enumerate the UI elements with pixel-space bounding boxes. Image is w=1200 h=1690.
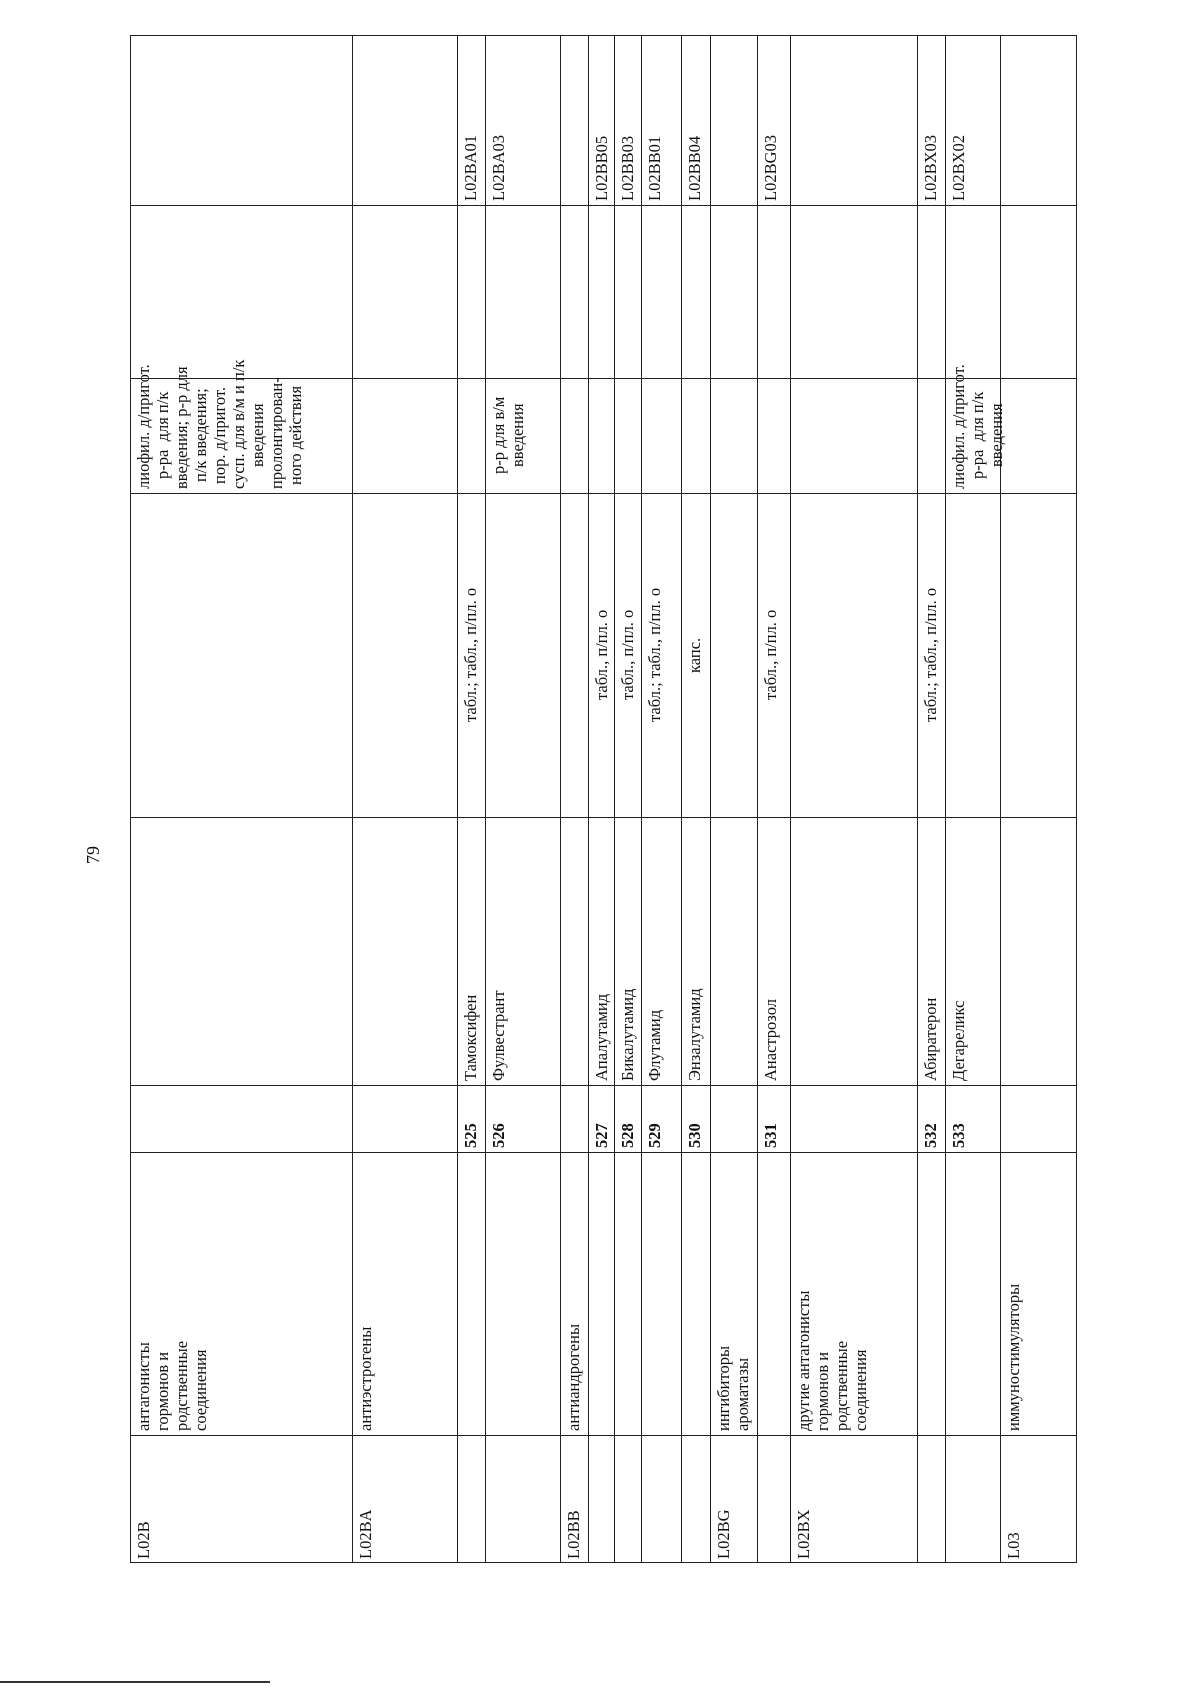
cell-num: 530 — [685, 1123, 704, 1148]
row-divider — [710, 35, 711, 1563]
row-divider — [614, 35, 615, 1563]
cell-code: L02BB — [564, 1510, 583, 1559]
cell-drug: Фулвестрант — [489, 990, 508, 1081]
row-divider — [641, 35, 642, 1563]
row-divider — [485, 35, 486, 1563]
cell-form1: табл., п/пл. о — [592, 609, 611, 701]
cell-form1: табл., п/пл. о — [761, 609, 780, 701]
cell-form1: табл.; табл., п/пл. о — [921, 587, 940, 723]
column-divider — [130, 1435, 1077, 1436]
column-divider — [130, 1152, 1077, 1153]
cell-num: 532 — [921, 1123, 940, 1148]
cell-atc: L02BB01 — [645, 135, 664, 201]
cell-form1: табл.; табл., п/пл. о — [461, 587, 480, 723]
cell-drug: Тамоксифен — [461, 994, 480, 1081]
row-divider — [457, 35, 458, 1563]
cell-code: L02BG — [714, 1509, 733, 1559]
cell-code: L02BX — [794, 1509, 813, 1559]
cell-form2: лиофил. д/пригот. р-ра для п/к введения — [949, 364, 1006, 489]
cell-atc: L02BB04 — [685, 135, 704, 201]
cell-name: ингибиторы ароматазы — [714, 1345, 752, 1431]
cell-drug: Апалутамид — [592, 993, 611, 1081]
cell-atc: L02BB05 — [592, 135, 611, 201]
cell-name: антиэстрогены — [356, 1326, 375, 1431]
cell-num: 533 — [949, 1123, 968, 1148]
cell-form2: лиофил. д/пригот. р-ра для п/к введения; р-р для п/к введения; пор. д/пригот. сусп. для в/м и п/к введения пролонгирован- ного действия — [134, 359, 305, 489]
cell-code: L02BA — [356, 1509, 375, 1559]
cell-num: 528 — [618, 1123, 637, 1148]
row-divider — [917, 35, 918, 1563]
cell-atc: L02BA03 — [489, 135, 508, 201]
footer-rule — [0, 1681, 270, 1683]
row-divider — [588, 35, 589, 1563]
cell-num: 529 — [645, 1123, 664, 1148]
cell-atc: L02BX02 — [949, 135, 968, 201]
row-divider — [945, 35, 946, 1563]
row-divider — [681, 35, 682, 1563]
cell-num: 525 — [461, 1123, 480, 1148]
column-divider — [130, 493, 1077, 494]
cell-num: 531 — [761, 1123, 780, 1148]
cell-name: другие антагонисты гормонов и родственные соединения — [794, 1290, 870, 1431]
row-divider — [790, 35, 791, 1563]
cell-name: антагонисты гормонов и родственные соединения — [134, 1340, 210, 1431]
cell-form1: табл., п/пл. о — [618, 609, 637, 701]
cell-code: L02B — [134, 1521, 153, 1559]
cell-atc: L02BX03 — [921, 135, 940, 201]
cell-form2: р-р для в/м введения — [489, 396, 527, 475]
cell-drug: Бикалутамид — [618, 988, 637, 1081]
cell-name: иммуностимуляторы — [1004, 1283, 1023, 1431]
cell-form1: табл.; табл., п/пл. о — [645, 587, 664, 723]
cell-num: 526 — [489, 1123, 508, 1148]
row-divider — [1000, 35, 1001, 1563]
cell-drug: Энзалутамид — [685, 988, 704, 1081]
cell-form1: капс. — [685, 637, 704, 673]
cell-drug: Дегареликс — [949, 1000, 968, 1081]
row-divider — [560, 35, 561, 1563]
row-divider — [757, 35, 758, 1563]
cell-num: 527 — [592, 1123, 611, 1148]
cell-name: антиандрогены — [564, 1323, 583, 1431]
cell-drug: Абиратерон — [921, 997, 940, 1081]
column-divider — [130, 817, 1077, 818]
cell-drug: Флутамид — [645, 1009, 664, 1081]
column-divider — [130, 1085, 1077, 1086]
row-divider — [352, 35, 353, 1563]
cell-atc: L02BA01 — [461, 135, 480, 201]
cell-atc: L02BG03 — [761, 135, 780, 201]
cell-drug: Анастрозол — [761, 999, 780, 1081]
column-divider — [130, 205, 1077, 206]
page-number: 79 — [83, 846, 103, 864]
cell-atc: L02BB03 — [618, 135, 637, 201]
cell-code: L03 — [1004, 1532, 1023, 1559]
